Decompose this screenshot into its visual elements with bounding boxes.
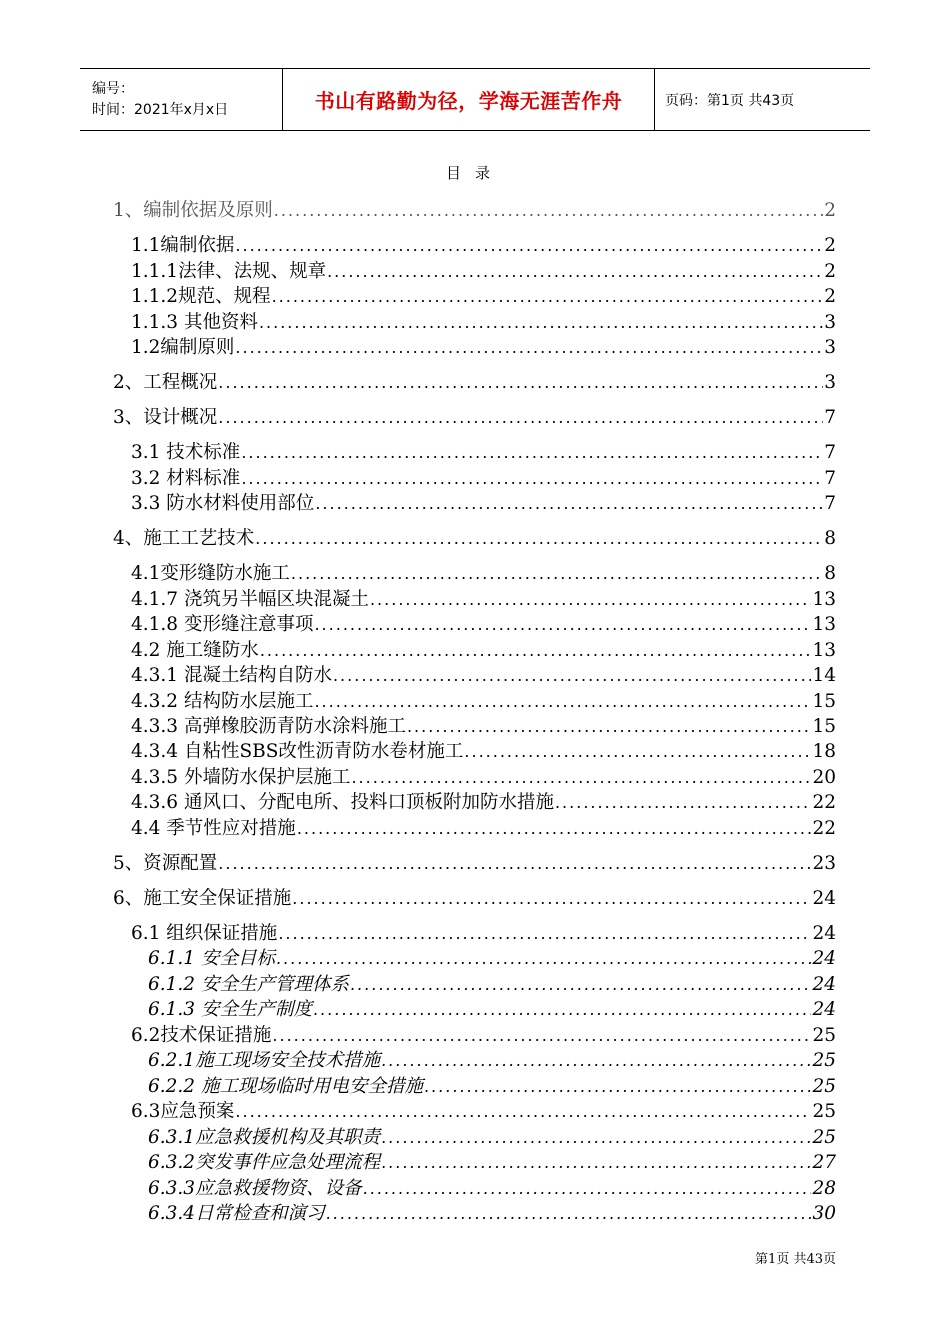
document-header: [80, 68, 870, 131]
toc-entry[interactable]: 4.1.8 变形缝注意事项 ..... 13: [131, 610, 836, 636]
header-info-cell: [80, 69, 282, 130]
motto-text: 书山有路勤为径，学海无涯苦作舟: [314, 89, 623, 113]
toc-entry[interactable]: 6、施工安全保证措施 ..... 24: [113, 884, 836, 910]
time-label: 时间：2021年x月x日: [92, 101, 229, 118]
toc-entry[interactable]: 4.1.7 浇筑另半幅区块混凝土 ..... 13: [131, 585, 836, 611]
toc-entry[interactable]: 1、编制依据及原则 ..... 2: [113, 196, 836, 222]
toc-entry[interactable]: 3、设计概况 ..... 7: [113, 403, 836, 429]
toc-entry[interactable]: 4.1变形缝防水施工 ..... 8: [131, 559, 836, 585]
toc-entry[interactable]: 1.1编制依据 ..... 2: [131, 231, 836, 257]
toc-entry[interactable]: 6.2技术保证措施 ..... 25: [131, 1021, 836, 1047]
toc-entry[interactable]: 4.3.2 结构防水层施工 ..... 15: [131, 687, 836, 713]
toc-entry[interactable]: 4.4 季节性应对措施 ..... 22: [131, 814, 836, 840]
toc-entry[interactable]: 4.3.4 自粘性SBS改性沥青防水卷材施工 ..... 18: [131, 737, 836, 763]
toc-entry[interactable]: 6.3.4日常检查和演习 ..... 30: [148, 1199, 836, 1225]
toc-entry[interactable]: 1.1.1法律、法规、规章 ..... 2: [131, 257, 836, 283]
toc-title: 目录: [445, 164, 504, 182]
header-motto-cell: [282, 69, 655, 130]
toc-entry[interactable]: 6.1.1 安全目标 ..... 24: [148, 944, 836, 970]
toc-entry[interactable]: 3.3 防水材料使用部位 ..... 7: [131, 489, 836, 515]
header-page-cell: [655, 69, 870, 130]
toc-entry[interactable]: 4.3.5 外墙防水保护层施工 ..... 20: [131, 763, 836, 789]
number-label: 编号：: [92, 80, 134, 97]
toc-entry[interactable]: 1.1.3 其他资料 ..... 3: [131, 308, 836, 334]
toc-entry[interactable]: 4.2 施工缝防水 ..... 13: [131, 636, 836, 662]
toc-entry[interactable]: 6.1.2 安全生产管理体系 ..... 24: [148, 970, 836, 996]
toc-entry[interactable]: 5、资源配置 ..... 23: [113, 849, 836, 875]
toc-entry[interactable]: 6.2.2 施工现场临时用电安全措施 ..... 25: [148, 1072, 836, 1098]
toc-entry[interactable]: 6.2.1施工现场安全技术措施 ..... 25: [148, 1046, 836, 1072]
toc-entry[interactable]: 3.1 技术标准 ..... 7: [131, 438, 836, 464]
toc-entry[interactable]: 6.3.3应急救援物资、设备 ..... 28: [148, 1174, 836, 1200]
page-code: 页码：第1页 共43页: [665, 92, 795, 109]
toc-entry[interactable]: 6.1.3 安全生产制度 ..... 24: [148, 995, 836, 1021]
toc-entry[interactable]: 4、施工工艺技术 ..... 8: [113, 524, 836, 550]
toc-entry[interactable]: 3.2 材料标准 ..... 7: [131, 464, 836, 490]
toc-entry[interactable]: 6.3应急预案 ..... 25: [131, 1097, 836, 1123]
toc-entry[interactable]: 4.3.6 通风口、分配电所、投料口顶板附加防水措施 ..... 22: [131, 788, 836, 814]
toc-entry[interactable]: 1.2编制原则 ..... 3: [131, 333, 836, 359]
toc-entry[interactable]: 4.3.3 高弹橡胶沥青防水涂料施工 ..... 15: [131, 712, 836, 738]
page-footer: 第1页 共43页: [755, 1252, 836, 1267]
toc-entry[interactable]: 4.3.1 混凝土结构自防水 ..... 14: [131, 661, 836, 687]
toc-entry[interactable]: 6.1 组织保证措施 ..... 24: [131, 919, 836, 945]
toc-entry[interactable]: 6.3.1应急救援机构及其职责 ..... 25: [148, 1123, 836, 1149]
toc-entry[interactable]: 1.1.2规范、规程 ..... 2: [131, 282, 836, 308]
toc-entry[interactable]: 2、工程概况 ..... 3: [113, 368, 836, 394]
toc-entry[interactable]: 6.3.2突发事件应急处理流程 ..... 27: [148, 1148, 836, 1174]
